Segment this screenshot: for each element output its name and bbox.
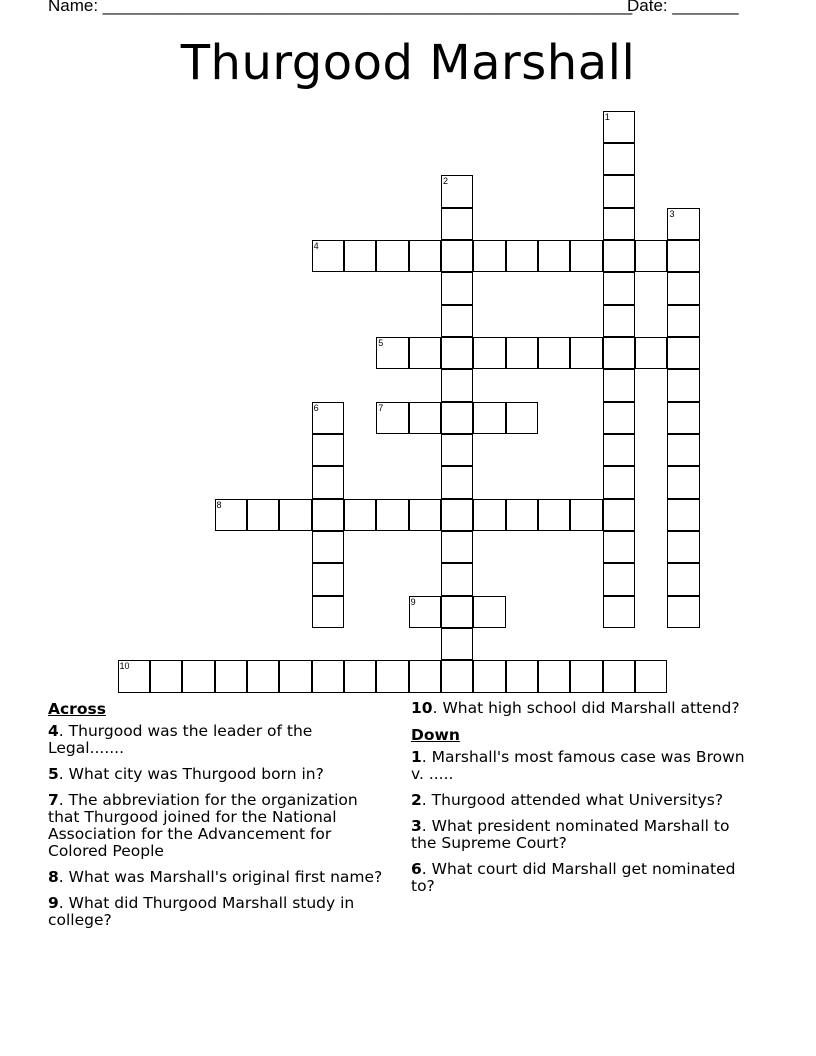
crossword-cell [603, 660, 635, 692]
crossword-cell [441, 434, 473, 466]
crossword-cell [312, 563, 344, 595]
crossword-cell [667, 434, 699, 466]
crossword-cell [409, 596, 441, 628]
crossword-cell [441, 531, 473, 563]
clue-number: 3 [411, 817, 422, 835]
crossword-cell [376, 240, 408, 272]
crossword-cell [441, 402, 473, 434]
crossword-cell [473, 660, 505, 692]
crossword-cell [441, 660, 473, 692]
crossword-cell [473, 499, 505, 531]
crossword-cell [247, 499, 279, 531]
crossword-cell [603, 175, 635, 207]
down-clue-3: 3. What president nominated Marshall to the Supreme Court? [411, 817, 730, 852]
clue-number: 10 [411, 699, 433, 717]
crossword-cell [312, 660, 344, 692]
clues-column-left [48, 700, 393, 938]
clue-number: 8 [48, 868, 59, 886]
crossword-cell [603, 563, 635, 595]
crossword-cell [118, 660, 150, 692]
crossword-cell [441, 563, 473, 595]
crossword-cell [473, 240, 505, 272]
crossword-cell [441, 337, 473, 369]
crossword-cell [603, 272, 635, 304]
crossword-cell [538, 499, 570, 531]
clue-text: What city was Thurgood born in? [68, 765, 324, 783]
crossword-cell [603, 208, 635, 240]
down-heading: Down [411, 726, 460, 744]
clue-text: The abbreviation for the organization that Thurgood joined for the National Association for the Advancement for Colored People [48, 791, 358, 860]
crossword-cell [603, 337, 635, 369]
across-heading: Across [48, 700, 106, 718]
crossword-cell [150, 660, 182, 692]
crossword-cell [667, 208, 699, 240]
cell-number: 3 [669, 208, 675, 219]
clue-number: 7 [48, 791, 59, 809]
across-clue-8: 8. What was Marshall's original first name? [48, 868, 383, 886]
crossword-cell [279, 499, 311, 531]
crossword-cell [667, 240, 699, 272]
crossword-cell [441, 499, 473, 531]
crossword-cell [667, 563, 699, 595]
crossword-cell [409, 337, 441, 369]
cell-number: 6 [313, 402, 319, 413]
crossword-cell [603, 402, 635, 434]
crossword-cell [667, 596, 699, 628]
crossword-cell [376, 337, 408, 369]
crossword-cell [312, 499, 344, 531]
crossword-cell [635, 337, 667, 369]
crossword-cell [312, 466, 344, 498]
crossword-cell [603, 305, 635, 337]
crossword-cell [344, 660, 376, 692]
across-clue-10: 10. What high school did Marshall attend? [411, 699, 740, 717]
crossword-cell [635, 660, 667, 692]
crossword-cell [570, 337, 602, 369]
crossword-cell [247, 660, 279, 692]
crossword-cell [506, 660, 538, 692]
crossword-cell [441, 208, 473, 240]
cell-number: 9 [410, 596, 416, 607]
crossword-cell [312, 402, 344, 434]
clue-number: 4 [48, 722, 59, 740]
cell-number: 8 [216, 499, 222, 510]
crossword-cell [344, 240, 376, 272]
cell-number: 7 [378, 402, 384, 413]
crossword-cell [667, 402, 699, 434]
crossword-cell [603, 143, 635, 175]
down-clue-6: 6. What court did Marshall get nominated to? [411, 860, 736, 895]
clue-number: 6 [411, 860, 422, 878]
crossword-cell [441, 272, 473, 304]
crossword-cell [441, 628, 473, 660]
across-clue-7: 7. The abbreviation for the organization that Thurgood joined for the National Association for the Advancement for Colored People [48, 791, 358, 860]
crossword-cell [635, 240, 667, 272]
cell-number: 1 [604, 111, 610, 122]
crossword-cell [409, 499, 441, 531]
clue-number: 1 [411, 748, 422, 766]
crossword-cell [441, 466, 473, 498]
crossword-cell [603, 531, 635, 563]
name-field-label: Name: ________________________________________________________ [48, 0, 633, 15]
crossword-cell [473, 596, 505, 628]
crossword-cell [182, 660, 214, 692]
crossword-cell [441, 596, 473, 628]
across-clue-4: 4. Thurgood was the leader of the Legal....... [48, 722, 313, 757]
crossword-cell [344, 499, 376, 531]
across-clue-5: 5. What city was Thurgood born in? [48, 765, 324, 783]
clue-text: What president nominated Marshall to the Supreme Court? [411, 817, 730, 852]
crossword-cell [667, 272, 699, 304]
crossword-cell [603, 111, 635, 143]
cell-number: 2 [443, 176, 449, 187]
crossword-cell [215, 660, 247, 692]
clue-text: What high school did Marshall attend? [442, 699, 740, 717]
crossword-cell [441, 175, 473, 207]
crossword-cell [603, 369, 635, 401]
crossword-cell [603, 466, 635, 498]
crossword-cell [570, 499, 602, 531]
crossword-cell [441, 305, 473, 337]
clue-number: 9 [48, 894, 59, 912]
crossword-cell [473, 337, 505, 369]
crossword-cell [506, 402, 538, 434]
crossword-cell [570, 240, 602, 272]
crossword-cell [667, 337, 699, 369]
crossword-cell [603, 499, 635, 531]
clue-number: 2 [411, 791, 422, 809]
clue-text: What court did Marshall get nominated to? [411, 860, 736, 895]
crossword-cell [441, 240, 473, 272]
crossword-cell [376, 499, 408, 531]
clue-text: Thurgood was the leader of the Legal....... [48, 722, 313, 757]
clues-column-right [411, 700, 756, 904]
puzzle-title: Thurgood Marshall [180, 35, 636, 91]
crossword-cell [376, 402, 408, 434]
cell-number: 10 [119, 661, 130, 672]
crossword-cell [603, 596, 635, 628]
crossword-cell [603, 434, 635, 466]
clue-text: Thurgood attended what Universitys? [431, 791, 724, 809]
cell-number: 5 [378, 337, 384, 348]
crossword-cell [409, 660, 441, 692]
crossword-cell [312, 434, 344, 466]
crossword-cell [538, 337, 570, 369]
down-clue-1: 1. Marshall's most famous case was Brown v. ..... [411, 748, 745, 783]
crossword-cell [279, 660, 311, 692]
across-clue-9: 9. What did Thurgood Marshall study in college? [48, 894, 355, 929]
crossword-cell [667, 305, 699, 337]
crossword-cell [441, 369, 473, 401]
crossword-cell [667, 466, 699, 498]
down-clue-2: 2. Thurgood attended what Universitys? [411, 791, 724, 809]
crossword-cell [312, 531, 344, 563]
crossword-cell [312, 240, 344, 272]
crossword-cell [376, 660, 408, 692]
crossword-cell [667, 369, 699, 401]
crossword-cell [506, 499, 538, 531]
crossword-cell [506, 240, 538, 272]
crossword-cell [538, 660, 570, 692]
crossword-cell [409, 402, 441, 434]
crossword-cell [570, 660, 602, 692]
crossword-cell [538, 240, 570, 272]
clue-number: 5 [48, 765, 59, 783]
clue-text: What was Marshall's original first name? [68, 868, 383, 886]
crossword-cell [667, 499, 699, 531]
clue-text: Marshall's most famous case was Brown v. ..... [411, 748, 745, 783]
crossword-cell [215, 499, 247, 531]
crossword-cell [473, 402, 505, 434]
crossword-cell [667, 531, 699, 563]
crossword-cell [603, 240, 635, 272]
cell-number: 4 [313, 240, 319, 251]
crossword-cell [506, 337, 538, 369]
crossword-cell [409, 240, 441, 272]
clue-text: What did Thurgood Marshall study in college? [48, 894, 355, 929]
date-field-label: Date: _______ [627, 0, 739, 15]
crossword-cell [312, 596, 344, 628]
